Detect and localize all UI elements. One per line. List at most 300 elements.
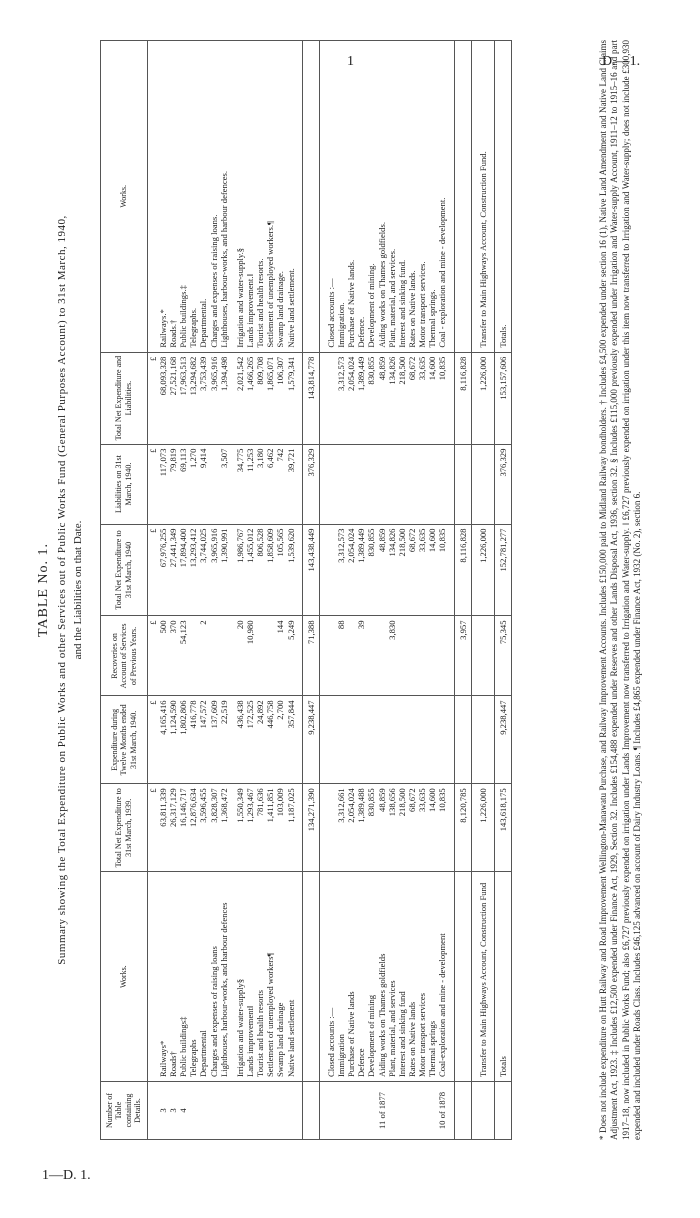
- table-cell: [397, 444, 407, 524]
- table-cell: [356, 696, 366, 784]
- rotated-table-page: [28, 40, 700, 1140]
- table-row: [286, 41, 296, 1140]
- table-cell: 10,835: [437, 352, 447, 444]
- table-row: [168, 41, 178, 1140]
- table-cell: [302, 1082, 319, 1140]
- table-ref-cell: 11 of 1877: [377, 1082, 387, 1140]
- table-cell: 3,830: [387, 616, 397, 696]
- table-cell: 3,744,025: [198, 524, 208, 616]
- table-cell: [387, 444, 397, 524]
- table-cell: 1,293,467: [245, 784, 255, 872]
- table-cell: 13,293,412: [188, 524, 198, 616]
- table-cell: 24,892: [255, 696, 265, 784]
- table-ref-cell: 3: [168, 1082, 178, 1140]
- works-cell: Motor transport services.: [417, 41, 427, 353]
- table-cell: 172,525: [245, 696, 255, 784]
- table-cell: [437, 696, 447, 784]
- table-cell: 3,312,661: [336, 784, 346, 872]
- works-cell: Development of mining.: [366, 41, 376, 353]
- table-cell: 63,811,339: [158, 784, 168, 872]
- table-cell: [346, 444, 356, 524]
- table-cell: 1,411,851: [265, 784, 275, 872]
- works-cell: Thermal springs.: [427, 41, 437, 353]
- table-cell: 5,249: [286, 616, 296, 696]
- table-cell: 376,329: [302, 444, 319, 524]
- table-cell: [437, 616, 447, 696]
- table-cell: 357,844: [286, 696, 296, 784]
- table-ref-cell: [209, 1082, 219, 1140]
- works-cell: Telegraphs.: [188, 41, 198, 353]
- table-cell: 3,965,916: [209, 352, 219, 444]
- footer-reference: 1—D. 1.: [42, 1168, 91, 1183]
- table-cell: 1,390,991: [219, 524, 229, 616]
- works-cell: Purchase of Native lands.: [346, 41, 356, 353]
- table-cell: [209, 616, 219, 696]
- table-cell: 68,672: [407, 524, 417, 616]
- table-cell: 9,238,447: [494, 696, 511, 784]
- table-cell: 75,345: [494, 616, 511, 696]
- table-cell: 1,389,449: [356, 352, 366, 444]
- table-cell: 1,550,349: [235, 784, 245, 872]
- works-cell: Tourist and health resorts: [255, 872, 265, 1082]
- table-cell: 144: [275, 616, 285, 696]
- table-cell: 500: [158, 616, 168, 696]
- table-cell: 33,635: [417, 352, 427, 444]
- table-cell: 106,307: [275, 352, 285, 444]
- table-row: [356, 41, 366, 1140]
- closed-heading-row: [326, 41, 336, 1140]
- table-ref-cell: 4: [178, 1082, 188, 1140]
- table-row: [275, 41, 285, 1140]
- totals-label: Totals.: [494, 41, 511, 353]
- table-row: [336, 41, 346, 1140]
- currency-cell: £: [147, 524, 158, 616]
- totals-row: [494, 41, 511, 1140]
- table-cell: [377, 696, 387, 784]
- table-cell: 69,113: [178, 444, 188, 524]
- works-cell: Interest and sinking fund: [397, 872, 407, 1082]
- table-cell: 134,271,390: [302, 784, 319, 872]
- table-cell: 1,858,609: [265, 524, 275, 616]
- table-cell: [336, 444, 346, 524]
- header-row: [101, 41, 148, 1140]
- table-row: [407, 41, 417, 1140]
- table-cell: 105,565: [275, 524, 285, 616]
- table-ref-cell: [198, 1082, 208, 1140]
- works-cell: Charges and expenses of raising loans.: [209, 41, 219, 353]
- table-cell: 153,157,606: [494, 352, 511, 444]
- table-cell: [417, 696, 427, 784]
- currency-cell: £: [147, 444, 158, 524]
- table-cell: [326, 784, 336, 872]
- table-cell: 1,389,449: [356, 524, 366, 616]
- table-cell: [478, 616, 488, 696]
- document-reference: D.—1.: [602, 54, 641, 69]
- table-cell: 3,312,573: [336, 352, 346, 444]
- table-cell: [377, 444, 387, 524]
- table-cell: [454, 444, 471, 524]
- works-cell: Aiding works on Thames goldfields: [377, 872, 387, 1082]
- table-cell: [387, 696, 397, 784]
- table-cell: [407, 696, 417, 784]
- table-cell: 10,835: [437, 524, 447, 616]
- column-header: Works.: [101, 872, 148, 1082]
- table-cell: 12,876,634: [188, 784, 198, 872]
- table-cell: 4,165,416: [158, 696, 168, 784]
- table-cell: 1,226,000: [478, 352, 488, 444]
- works-cell: Lighthouses, harbour-works, and harbour defences.: [219, 41, 229, 353]
- works-cell: Swamp land drainage: [275, 872, 285, 1082]
- works-cell: Native land settlement: [286, 872, 296, 1082]
- table-ref-cell: [427, 1082, 437, 1140]
- table-cell: 68,672: [407, 784, 417, 872]
- table-cell: 8,120,785: [454, 784, 471, 872]
- table-cell: 3,965,916: [209, 524, 219, 616]
- table-cell: [407, 444, 417, 524]
- works-cell: Aiding works on Thames goldfields.: [377, 41, 387, 353]
- works-cell: Lands improvement.‖: [245, 41, 255, 353]
- table-row: [219, 41, 229, 1140]
- currency-row: [147, 41, 158, 1140]
- table-cell: 2,054,024: [346, 524, 356, 616]
- works-cell: Settlement of unemployed workers.¶: [265, 41, 275, 353]
- table-cell: [417, 444, 427, 524]
- table-row: [188, 41, 198, 1140]
- table-cell: 742: [275, 444, 285, 524]
- table-cell: 48,859: [377, 352, 387, 444]
- table-cell: 68,093,328: [158, 352, 168, 444]
- works-cell: Rates on Native lands.: [407, 41, 417, 353]
- expenditure-table: [100, 40, 512, 1140]
- table-cell: 9,238,447: [302, 696, 319, 784]
- table-row: [346, 41, 356, 1140]
- table-cell: 446,758: [265, 696, 275, 784]
- table-cell: 103,009: [275, 784, 285, 872]
- table-cell: [188, 616, 198, 696]
- table-cell: [454, 41, 471, 353]
- table-cell: 218,500: [397, 784, 407, 872]
- table-cell: 1,466,265: [245, 352, 255, 444]
- table-cell: [494, 1082, 511, 1140]
- table-cell: [336, 696, 346, 784]
- table-ref-cell: [336, 1082, 346, 1140]
- table-ref-cell: [188, 1082, 198, 1140]
- subtotal-row: [454, 41, 471, 1140]
- table-cell: [454, 872, 471, 1082]
- column-header: Works.: [101, 41, 148, 353]
- table-cell: 830,855: [366, 784, 376, 872]
- table-cell: [366, 616, 376, 696]
- table-cell: 8,116,828: [454, 352, 471, 444]
- table-cell: [454, 1082, 471, 1140]
- works-cell: Roads†: [168, 872, 178, 1082]
- table-cell: 2,700: [275, 696, 285, 784]
- column-header: Number of Table containing Details.: [101, 1082, 148, 1140]
- table-row: [387, 41, 397, 1140]
- works-cell: Immigration.: [336, 41, 346, 353]
- table-row: [235, 41, 245, 1140]
- table-cell: 10,980: [245, 616, 255, 696]
- table-cell: 1,124,590: [168, 696, 178, 784]
- table-cell: [454, 696, 471, 784]
- table-row: [397, 41, 407, 1140]
- currency-cell: £: [147, 784, 158, 872]
- table-cell: 3,828,307: [209, 784, 219, 872]
- table-cell: 8,116,828: [454, 524, 471, 616]
- table-cell: 1,394,498: [219, 352, 229, 444]
- table-cell: 2,054,024: [346, 352, 356, 444]
- works-cell: Native land settlement.: [286, 41, 296, 353]
- works-cell: Thermal springs: [427, 872, 437, 1082]
- table-cell: 54,123: [178, 616, 188, 696]
- works-cell: Irrigation and water-supply§: [235, 872, 245, 1082]
- table-cell: 79,819: [168, 444, 178, 524]
- table-cell: [417, 616, 427, 696]
- table-ref-cell: [356, 1082, 366, 1140]
- table-cell: 143,814,778: [302, 352, 319, 444]
- table-ref-cell: [397, 1082, 407, 1140]
- table-row: [377, 41, 387, 1140]
- works-cell: Coal - exploration and mine - development.: [437, 41, 447, 353]
- table-row: [209, 41, 219, 1140]
- table-row: [417, 41, 427, 1140]
- table-cell: 152,781,277: [494, 524, 511, 616]
- table-ref-cell: [387, 1082, 397, 1140]
- table-ref-cell: 3: [158, 1082, 168, 1140]
- table-cell: 14,600: [427, 784, 437, 872]
- currency-cell: £: [147, 352, 158, 444]
- table-row: [245, 41, 255, 1140]
- currency-cell: £: [147, 696, 158, 784]
- table-cell: 830,855: [366, 352, 376, 444]
- table-cell: 3,957: [454, 616, 471, 696]
- works-cell: Railways*: [158, 872, 168, 1082]
- table-cell: [427, 444, 437, 524]
- table-cell: 9,414: [198, 444, 208, 524]
- table-ref-cell: [275, 1082, 285, 1140]
- table-cell: [265, 616, 275, 696]
- table-cell: 2,054,024: [346, 784, 356, 872]
- table-cell: [326, 352, 336, 444]
- table-cell: [427, 696, 437, 784]
- table-cell: [437, 444, 447, 524]
- works-cell: Departmental.: [198, 41, 208, 353]
- subtotal-row: [302, 41, 319, 1140]
- works-cell: Settlement of unemployed workers¶: [265, 872, 275, 1082]
- table-cell: 20: [235, 616, 245, 696]
- table-cell: 26,317,129: [168, 784, 178, 872]
- table-cell: 143,618,175: [494, 784, 511, 872]
- table-cell: 117,073: [158, 444, 168, 524]
- table-cell: 138,656: [387, 784, 397, 872]
- works-cell: Railways.*: [158, 41, 168, 353]
- works-cell: Telegraphs: [188, 872, 198, 1082]
- works-cell: Tourist and health resorts.: [255, 41, 265, 353]
- table-ref-cell: [286, 1082, 296, 1140]
- table-ref-cell: [245, 1082, 255, 1140]
- column-header: Total Net Expenditure to 31st March, 1940: [101, 524, 148, 616]
- table-ref-cell: [417, 1082, 427, 1140]
- works-cell: Motor transport services: [417, 872, 427, 1082]
- table-cell: 27,441,349: [168, 524, 178, 616]
- table-cell: 830,855: [366, 524, 376, 616]
- table-cell: 39: [356, 616, 366, 696]
- works-cell: Irrigation and water-supply.§: [235, 41, 245, 353]
- table-cell: 416,778: [188, 696, 198, 784]
- table-cell: [255, 616, 265, 696]
- works-cell: Public buildings.‡: [178, 41, 188, 353]
- table-cell: 1,389,488: [356, 784, 366, 872]
- works-cell: Development of mining: [366, 872, 376, 1082]
- table-cell: 1,986,767: [235, 524, 245, 616]
- table-cell: 27,521,168: [168, 352, 178, 444]
- table-ref-cell: [265, 1082, 275, 1140]
- table-cell: 376,329: [494, 444, 511, 524]
- table-cell: 3,312,573: [336, 524, 346, 616]
- table-cell: [326, 444, 336, 524]
- table-cell: [478, 444, 488, 524]
- footnotes: [598, 40, 643, 1140]
- table-cell: 34,775: [235, 444, 245, 524]
- works-cell: Public buildings‡: [178, 872, 188, 1082]
- works-cell: Transfer to Main Highways Account, Construction Fund: [478, 872, 488, 1082]
- table-row: [158, 41, 168, 1140]
- table-cell: 3,753,439: [198, 352, 208, 444]
- currency-cell: £: [147, 616, 158, 696]
- column-header: Liabilities on 31st March, 1940.: [101, 444, 148, 524]
- table-cell: [356, 444, 366, 524]
- table-cell: 67,976,255: [158, 524, 168, 616]
- table-cell: [147, 41, 158, 353]
- closed-accounts-heading: Closed accounts :—: [326, 872, 336, 1082]
- table-cell: [346, 696, 356, 784]
- table-cell: [302, 41, 319, 353]
- table-row: [178, 41, 188, 1140]
- footnote: * Does not include expenditure on Hutt Railway and Road Improvement Wellington-Manawatu Purchase, and Railway Improvement Accounts. Includes £150,000 paid to Midland Railway bondholders. † Includes £4,500 expended under section 16 (1), Native Land Amendment and Native Land Claims Adjustment Act, 1923. ‡ Includes £12,500 expended under Finance Act, 1929, Section 32. Includes £154,488 expended under Reserves and other Lands Disposal Act, 1936, section 32. § Includes £115,000 previously expended under Irrigation and Water-supply Account, 1911–12 to 1915–16 and part 1917–18, now included in Public Works Fund; also £6,727 previously expended on irrigation under Lands Improvement now transferred to Irrigation and Water-supply. ‖ £6,727 previously expended on irrigation under this item now transferred to Irrigation and Water-supply; does not include £300,930 expended and included under Roads Class. Includes £46,125 advanced on account of Dairy Industry Loans. ¶ Includes £4,865 expended under Finance Act, 1932 (No. 2), section 6.: [598, 40, 642, 1140]
- table-ref-cell: [255, 1082, 265, 1140]
- table-row: [427, 41, 437, 1140]
- table-cell: [427, 616, 437, 696]
- column-header: Recoveries on Account of Services of Previous Years.: [101, 616, 148, 696]
- table-cell: [302, 872, 319, 1082]
- column-header: Expenditure during Twelve Months ended 31st March, 1940.: [101, 696, 148, 784]
- table-cell: 218,500: [397, 352, 407, 444]
- table-cell: 2: [198, 616, 208, 696]
- table-cell: 1,802,806: [178, 696, 188, 784]
- table-ref-cell: [219, 1082, 229, 1140]
- works-cell: Transfer to Main Highways Account, Construction Fund.: [478, 41, 488, 353]
- table-cell: [407, 616, 417, 696]
- table-row: [366, 41, 376, 1140]
- table-cell: [326, 616, 336, 696]
- table-cell: 1,539,620: [286, 524, 296, 616]
- works-cell: Roads.†: [168, 41, 178, 353]
- works-cell: Interest and sinking fund.: [397, 41, 407, 353]
- table-cell: [147, 872, 158, 1082]
- table-ref-cell: 10 of 1878: [437, 1082, 447, 1140]
- table-cell: 3,596,455: [198, 784, 208, 872]
- table-cell: 436,438: [235, 696, 245, 784]
- table-cell: 68,672: [407, 352, 417, 444]
- table-cell: 1,579,341: [286, 352, 296, 444]
- works-cell: Immigration: [336, 872, 346, 1082]
- table-subtitle-continued: and the Liabilities on that Date.: [72, 520, 84, 660]
- table-cell: 806,528: [255, 524, 265, 616]
- transfer-row: [478, 41, 488, 1140]
- table-title: TABLE No. 1.: [36, 542, 51, 638]
- table-cell: 143,438,449: [302, 524, 319, 616]
- works-cell: Rates on Native lands: [407, 872, 417, 1082]
- works-cell: Charges and expenses of raising loans: [209, 872, 219, 1082]
- table-cell: [326, 524, 336, 616]
- table-cell: [209, 444, 219, 524]
- table-cell: [326, 1082, 336, 1140]
- table-ref-cell: [235, 1082, 245, 1140]
- table-cell: 33,635: [417, 784, 427, 872]
- table-cell: [147, 1082, 158, 1140]
- works-cell: Plant, material, and services: [387, 872, 397, 1082]
- table-cell: 14,600: [427, 524, 437, 616]
- table-cell: 1,270: [188, 444, 198, 524]
- works-cell: Swamp land drainage.: [275, 41, 285, 353]
- table-cell: 71,388: [302, 616, 319, 696]
- table-row: [255, 41, 265, 1140]
- table-cell: 3,180: [255, 444, 265, 524]
- table-cell: 134,826: [387, 352, 397, 444]
- table-ref-cell: [346, 1082, 356, 1140]
- table-cell: 39,721: [286, 444, 296, 524]
- table-cell: 147,572: [198, 696, 208, 784]
- works-cell: Lighthouses, harbour-works, and harbour defences: [219, 872, 229, 1082]
- table-cell: [346, 616, 356, 696]
- table-cell: [397, 696, 407, 784]
- table-cell: [366, 696, 376, 784]
- table-cell: 137,609: [209, 696, 219, 784]
- table-cell: 16,146,717: [178, 784, 188, 872]
- works-cell: Purchase of Native lands: [346, 872, 356, 1082]
- table-cell: [377, 616, 387, 696]
- table-cell: 48,859: [377, 784, 387, 872]
- table-cell: 809,708: [255, 352, 265, 444]
- works-cell: Plant, material, and services.: [387, 41, 397, 353]
- table-cell: 10,835: [437, 784, 447, 872]
- table-cell: [397, 616, 407, 696]
- table-cell: 3,507: [219, 444, 229, 524]
- table-cell: 1,226,000: [478, 524, 488, 616]
- works-cell: Defence.: [356, 41, 366, 353]
- table-cell: 11,253: [245, 444, 255, 524]
- table-cell: 1,226,000: [478, 784, 488, 872]
- table-ref-cell: [366, 1082, 376, 1140]
- table-row: [198, 41, 208, 1140]
- works-cell: Lands improvement‖: [245, 872, 255, 1082]
- table-cell: 218,500: [397, 524, 407, 616]
- closed-accounts-heading: Closed accounts :—: [326, 41, 336, 353]
- table-cell: 33,635: [417, 524, 427, 616]
- table-cell: 88: [336, 616, 346, 696]
- works-cell: Departmental: [198, 872, 208, 1082]
- table-cell: 14,600: [427, 352, 437, 444]
- table-cell: [478, 1082, 488, 1140]
- table-cell: [478, 696, 488, 784]
- table-cell: 13,294,682: [188, 352, 198, 444]
- table-cell: 370: [168, 616, 178, 696]
- table-cell: 48,859: [377, 524, 387, 616]
- table-cell: 134,826: [387, 524, 397, 616]
- works-cell: Defence: [356, 872, 366, 1082]
- table-row: [437, 41, 447, 1140]
- table-subtitle: Summary showing the Total Expenditure on Public Works and other Services out of Public Works Fund (General Purposes Account) to 31st March, 1940,: [56, 215, 68, 965]
